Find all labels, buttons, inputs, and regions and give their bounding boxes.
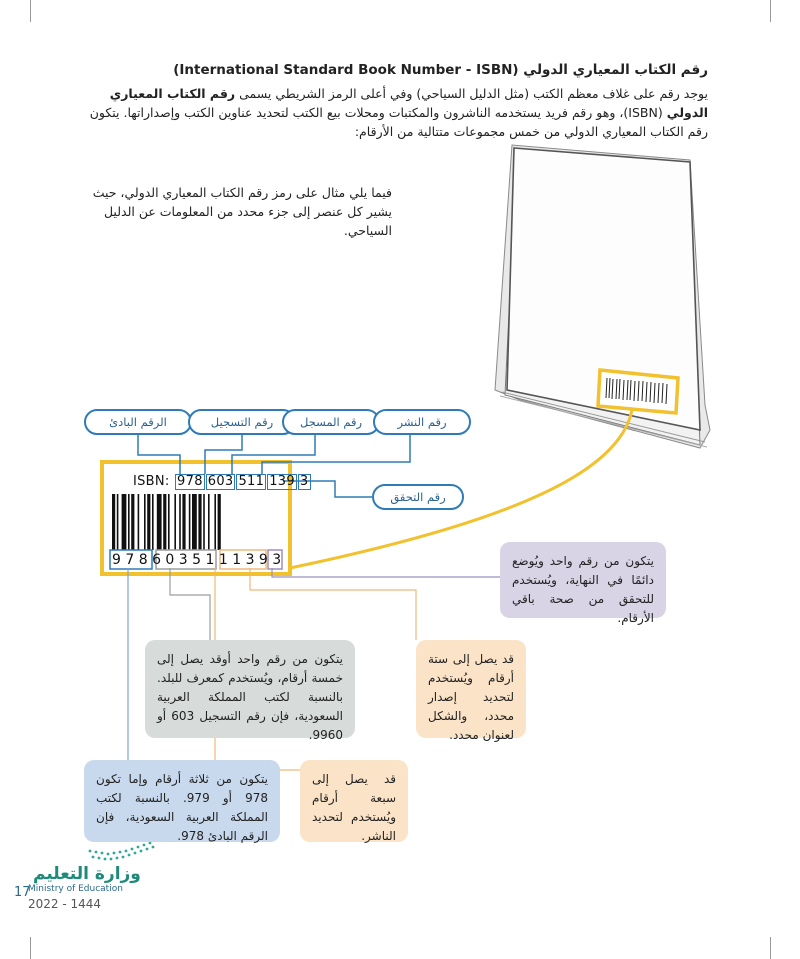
isbn-part-prefix: 978 xyxy=(177,474,203,489)
isbn-part-registrant: 511 xyxy=(238,474,265,489)
section-title: رقم الكتاب المعياري الدولي (International Standard Book Number - ISBN) xyxy=(173,62,708,78)
isbn-text xyxy=(133,474,311,490)
isbn-part-check: 3 xyxy=(299,474,309,489)
label-publication: رقم النشر xyxy=(373,409,471,435)
page-number: 17 xyxy=(14,885,31,900)
barcode-bar xyxy=(208,494,210,550)
barcode-bar xyxy=(163,494,166,550)
barcode-bar xyxy=(189,494,191,550)
note-prefix: يتكون من ثلاثة أرقام وإما تكون 978 أو 979. بالنسبة لكتب المملكة العربية السعودية، فإن الرقم البادئ 978. xyxy=(84,760,280,842)
barcode-bar xyxy=(157,494,162,550)
barcode-bar xyxy=(117,494,119,550)
isbn-prefix-label: ISBN: xyxy=(133,474,170,489)
note-registrant: قد يصل إلى سبعة أرقام ويُستخدم لتحديد الناشر. xyxy=(300,760,408,842)
label-registration: رقم التسجيل xyxy=(188,409,296,435)
barcode-bar xyxy=(174,494,176,550)
label-registrant: رقم المسجل xyxy=(282,409,380,435)
book-illustration xyxy=(495,145,710,448)
barcode-bar xyxy=(203,494,205,550)
intro-text-cont: (ISBN)، وهو رقم فريد يستخدمه الناشرون والمكتبات ومحلات بيع الكتب لتحديد عناوين الكتب وإصداراتها. يتكون رقم الكتاب المعياري الدولي من خمس مجموعات متتالية من الأرقام: xyxy=(89,105,708,139)
publication-leader xyxy=(250,568,416,640)
intro-bold-term: رقم الكتاب المعياري الدولي xyxy=(109,86,708,120)
note-registration: يتكون من رقم واحد أوقد يصل إلى خمسة أرقام، ويُستخدم كمعرف للبلد. بالنسبة لكتب المملكة العربية السعودية، فإن رقم التسجيل 603 أو 9960. xyxy=(145,640,355,738)
intro-text: يوجد رقم على غلاف معظم الكتب (مثل الدليل السياحي) وفي أعلى الرمز الشريطي يسمى xyxy=(235,86,708,101)
barcode-bar xyxy=(198,494,201,550)
edition-year: 2022 - 1444 xyxy=(28,897,102,911)
ministry-name-en: Ministry of Education xyxy=(28,884,123,894)
barcode-bar xyxy=(218,494,221,550)
isbn-part-registration: 603 xyxy=(207,474,234,489)
registration-leader xyxy=(170,568,210,640)
barcode-bar xyxy=(168,494,170,550)
barcode-bar xyxy=(138,494,140,550)
ministry-name-ar: وزارة التعليم xyxy=(33,864,141,884)
barcode-bar xyxy=(112,494,115,550)
note-check: يتكون من رقم واحد ويُوضع دائمًا في النهاية، ويُستخدم للتحقق من صحة باقي الأرقام. xyxy=(500,542,666,618)
barcode-bar xyxy=(144,494,146,550)
barcode-bar xyxy=(128,494,130,550)
barcode-bar xyxy=(131,494,134,550)
barcode-bar xyxy=(179,494,181,550)
isbn-part-publication: 139 xyxy=(269,474,295,489)
check-leader xyxy=(272,568,500,577)
barcode-bar xyxy=(182,494,185,550)
barcode-bar xyxy=(122,494,127,550)
barcode-bar xyxy=(147,494,150,550)
note-publication: قد يصل إلى ستة أرقام ويُستخدم لتحديد إصدار محدد، والشكل لعنوان محدد. xyxy=(416,640,526,738)
barcode-bar xyxy=(192,494,197,550)
ministry-logo-dots xyxy=(89,842,155,861)
barcode-bar xyxy=(152,494,154,550)
barcode-bar xyxy=(214,494,216,550)
example-paragraph: فيما يلي مثال على رمز رقم الكتاب المعياري الدولي، حيث يشير كل عنصر إلى جزء محدد من المعلومات عن الدليل السياحي. xyxy=(92,185,392,238)
barcode-digits: 9 7 8 6 0 3 5 1 1 1 3 9 3 xyxy=(112,552,282,568)
label-prefix: الرقم البادئ xyxy=(84,409,192,435)
label-check: رقم التحقق xyxy=(372,484,464,510)
